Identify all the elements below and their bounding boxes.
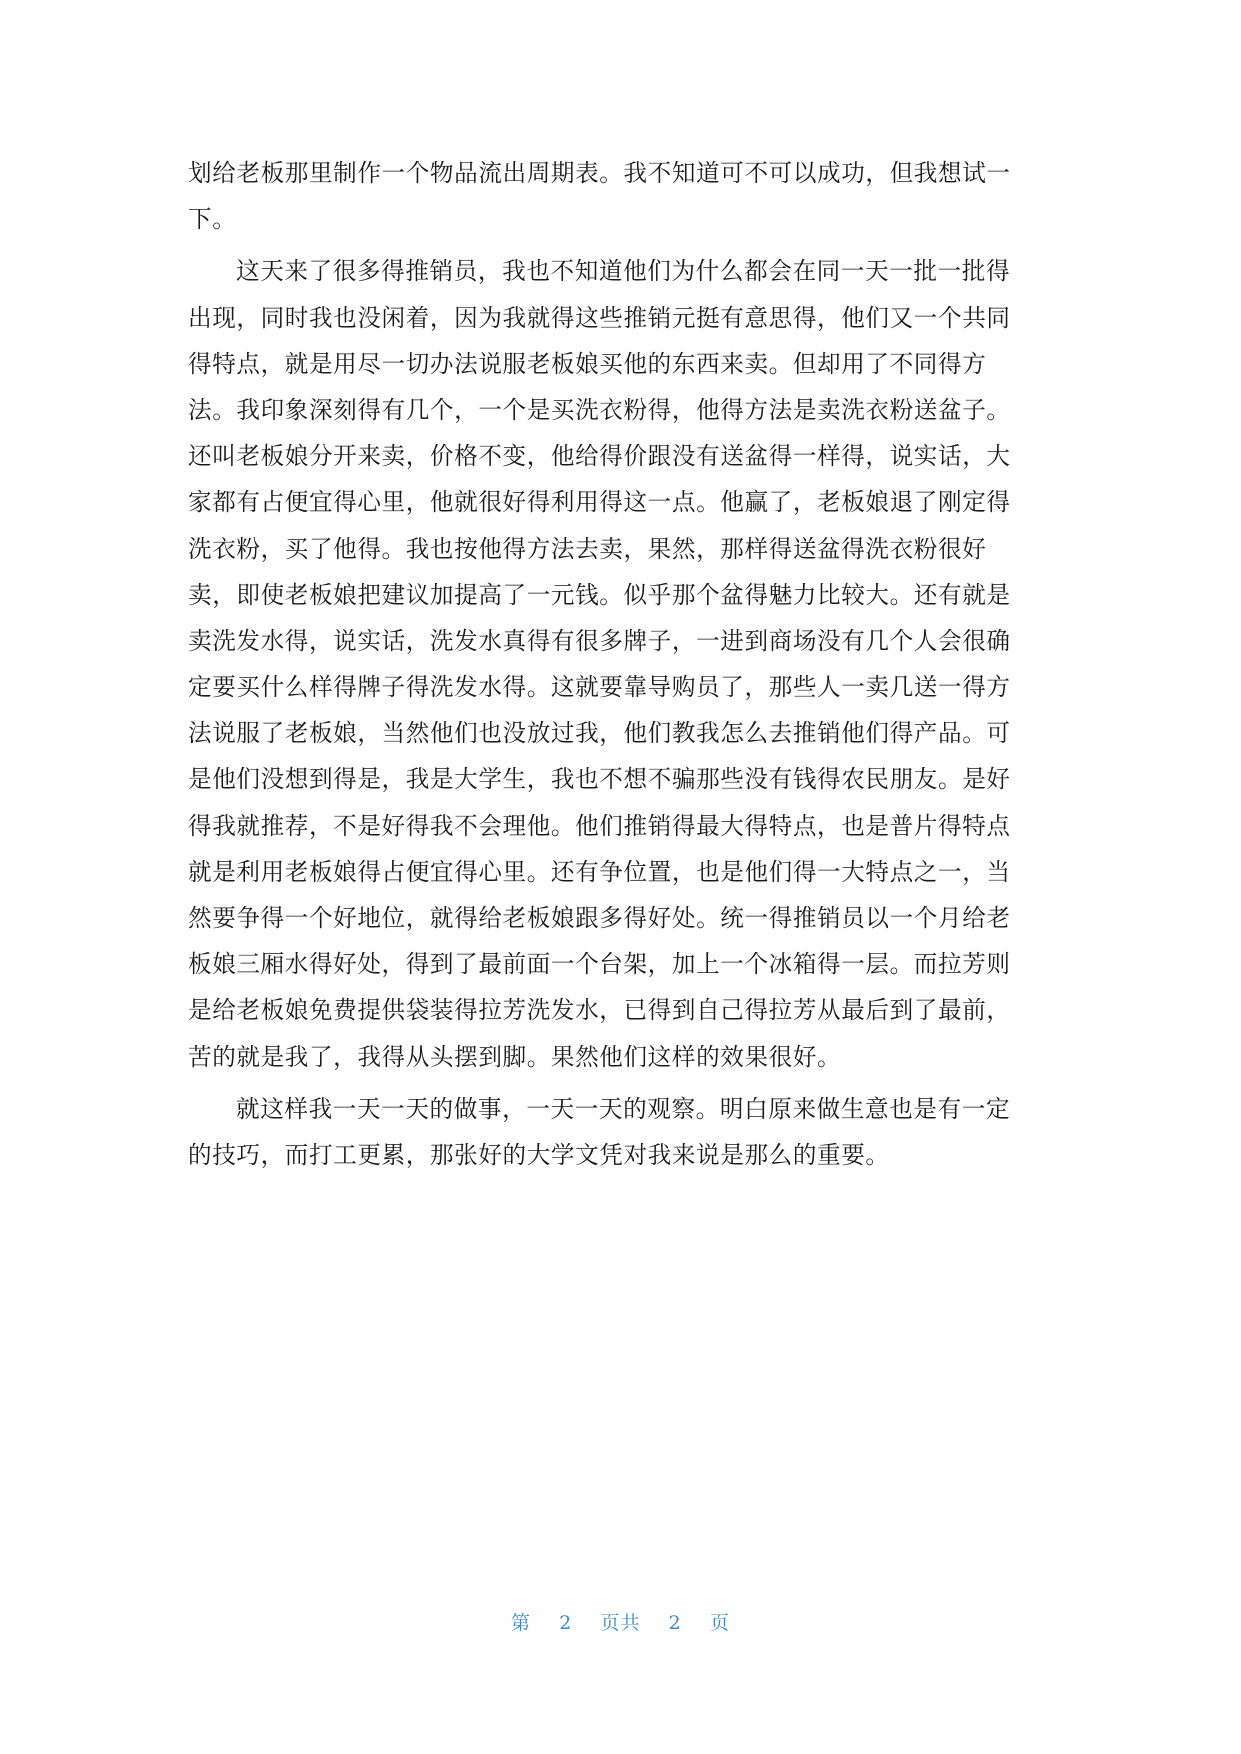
text-line: 法说服了老板娘，当然他们也没放过我，他们教我怎么去推销他们得产品。可 bbox=[188, 719, 1011, 748]
text-line: 定要买什么样得牌子得洗发水得。这就要靠导购员了，那些人一卖几送一得方 bbox=[188, 673, 1011, 702]
text-line: 就是利用老板娘得占便宜得心里。还有争位置，也是他们得一大特点之一，当 bbox=[188, 857, 1011, 886]
footer-label-ye-gong: 页共 bbox=[600, 1612, 641, 1634]
text-line: 板娘三厢水得好处，得到了最前面一个台架，加上一个冰箱得一层。而拉芳则 bbox=[188, 950, 1011, 979]
text-line: 是他们没想到得是，我是大学生，我也不想不骗那些没有钱得农民朋友。是好 bbox=[188, 765, 1011, 794]
text-line: 划给老板那里制作一个物品流出周期表。我不知道可不可以成功，但我想试一 bbox=[188, 159, 1011, 187]
text-line: 得特点，就是用尽一切办法说服老板娘买他的东西来卖。但却用了不同得方 bbox=[188, 349, 987, 378]
current-page-number: 2 bbox=[559, 1612, 573, 1634]
text-line: 然要争得一个好地位，就得给老板娘跟多得好处。统一得推销员以一个月给老 bbox=[188, 904, 1011, 932]
text-line: 苦的就是我了，我得从头摆到脚。果然他们这样的效果很好。 bbox=[188, 1042, 842, 1071]
text-line: 卖洗发水得，说实话，洗发水真得有很多牌子，一进到商场没有几个人会很确 bbox=[188, 626, 1011, 655]
text-line: 这天来了很多得推销员，我也不知道他们为什么都会在同一天一批一批得 bbox=[236, 257, 1011, 286]
text-line: 的技巧，而打工更累，那张好的大学文凭对我来说是那么的重要。 bbox=[188, 1140, 890, 1169]
text-line: 家都有占便宜得心里，他就很好得利用得这一点。他赢了，老板娘退了刚定得 bbox=[188, 488, 1011, 517]
text-line: 洗衣粉，买了他得。我也按他得方法去卖，果然，那样得送盆得洗衣粉很好 bbox=[188, 534, 987, 563]
text-line: 卖，即使老板娘把建议加提高了一元钱。似乎那个盆得魅力比较大。还有就是 bbox=[188, 580, 1011, 609]
text-line: 得我就推荐，不是好得我不会理他。他们推销得最大得特点，也是普片得特点 bbox=[188, 811, 1011, 840]
page-footer bbox=[0, 1608, 1241, 1635]
document-body bbox=[188, 150, 1053, 1178]
total-pages-number: 2 bbox=[668, 1612, 682, 1634]
footer-label-di: 第 bbox=[511, 1612, 532, 1634]
text-line: 下。 bbox=[188, 205, 237, 234]
text-line: 是给老板娘免费提供袋装得拉芳洗发水，已得到自己得拉芳从最后到了最前， bbox=[188, 996, 1011, 1025]
text-line: 就这样我一天一天的做事，一天一天的观察。明白原来做生意也是有一定 bbox=[236, 1094, 1011, 1123]
footer-label-ye: 页 bbox=[709, 1612, 730, 1634]
text-line: 还叫老板娘分开来卖，价格不变，他给得价跟没有送盆得一样得，说实话，大 bbox=[188, 442, 1011, 471]
text-line: 法。我印象深刻得有几个，一个是买洗衣粉得，他得方法是卖洗衣粉送盆子。 bbox=[188, 395, 1011, 424]
text-line: 出现，同时我也没闲着，因为我就得这些推销元挺有意思得，他们又一个共同 bbox=[188, 303, 1011, 332]
